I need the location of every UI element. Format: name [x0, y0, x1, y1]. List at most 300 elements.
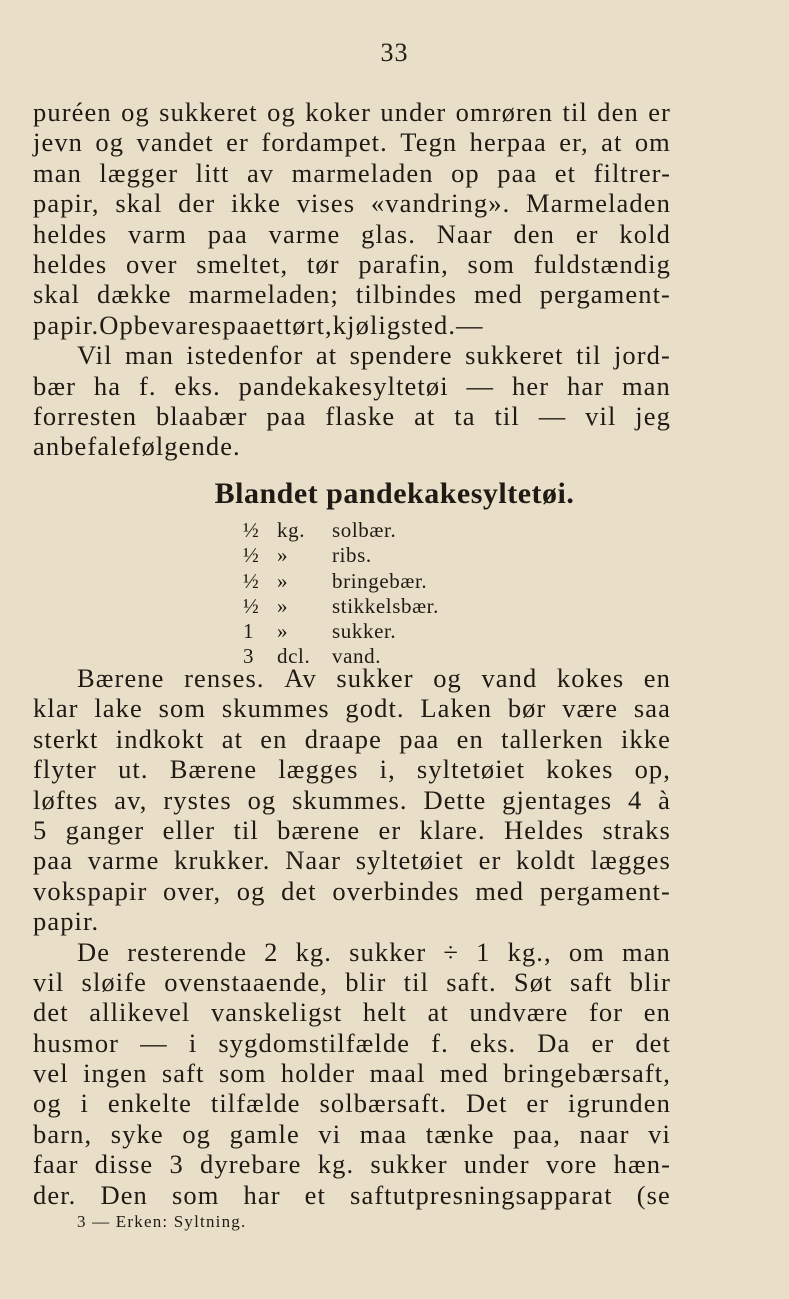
word: og [33, 1088, 62, 1119]
word: og [433, 663, 462, 693]
word: paa, [513, 1118, 561, 1149]
word: tænke [425, 1118, 495, 1149]
word: 3 [169, 1149, 184, 1180]
word: eks. [469, 1027, 517, 1058]
word: varm [128, 218, 187, 249]
word: blir [345, 966, 387, 997]
word: jeg [635, 400, 671, 431]
word: sukker [370, 1149, 448, 1180]
word: Naar [285, 845, 342, 876]
word: og [121, 97, 150, 127]
word: og [267, 97, 296, 127]
word: at [315, 340, 338, 371]
word: bør [507, 693, 547, 724]
word: De [77, 936, 111, 967]
word: enkelte [107, 1088, 193, 1119]
word: til [494, 400, 520, 431]
word: syke [110, 1118, 164, 1149]
word: der [178, 188, 216, 219]
word: papir. [33, 906, 100, 937]
word: kg., [507, 936, 552, 967]
word: dyrebare [200, 1149, 302, 1180]
word: ha [93, 370, 122, 401]
ingredient-unit: dcl. [277, 644, 311, 669]
word: et [554, 157, 577, 188]
ingredient-quantity: ½ [243, 568, 260, 593]
word: straks [602, 814, 671, 845]
word: sukkeret [159, 97, 258, 127]
word: som [467, 248, 515, 279]
word: til [233, 814, 259, 845]
word: lake [94, 693, 143, 724]
word: klar [33, 693, 79, 724]
word: anbefale [33, 431, 132, 462]
ingredient-unit: kg. [277, 518, 306, 542]
word: er [478, 845, 502, 876]
text-line [33, 1149, 671, 1179]
word: allikevel [89, 997, 191, 1028]
word: ta [454, 400, 476, 431]
text-line [33, 97, 671, 127]
text-line [33, 845, 671, 875]
ingredient-name: vand. [332, 644, 382, 669]
word: — [456, 309, 484, 340]
text-line [33, 754, 671, 784]
ingredient-list [243, 518, 439, 670]
word: er [648, 97, 671, 127]
ingredient-quantity: 1 [243, 619, 255, 644]
ingredient-row [243, 594, 439, 619]
word: i [188, 1027, 198, 1058]
word: syltetøiet [416, 754, 526, 785]
word: maa [359, 1118, 408, 1149]
paragraph-2 [33, 663, 671, 1210]
word: til [562, 97, 588, 127]
ingredient-name: ribs. [332, 543, 372, 568]
word: Dette [423, 784, 487, 815]
word: den [597, 97, 639, 127]
text-line [33, 693, 671, 723]
word: husmor [33, 1027, 120, 1058]
word: op, [634, 754, 671, 785]
ingredient-quantity: ½ [243, 543, 260, 568]
word: er [378, 814, 402, 845]
ingredient-quantity: ½ [243, 593, 260, 618]
text-line [33, 1119, 671, 1149]
word: en [260, 723, 288, 754]
word: saft. [446, 966, 497, 997]
word: i [80, 1088, 89, 1119]
word: f. [431, 1027, 449, 1058]
word: vi [318, 1118, 342, 1149]
text-line [33, 906, 671, 936]
word: om [634, 127, 671, 158]
word: Søt [513, 966, 553, 997]
word: krukker. [174, 845, 271, 876]
word: resterende [127, 936, 248, 967]
word: helt [362, 997, 407, 1028]
word: Det [465, 1088, 508, 1119]
word: at [601, 127, 623, 158]
word: for [588, 997, 624, 1028]
word: med [473, 279, 523, 310]
word: Opbevares [99, 309, 223, 340]
word: 5 [33, 814, 48, 845]
word: op [451, 157, 480, 188]
word: og [182, 1118, 212, 1149]
word: dække [96, 279, 172, 310]
word: kold [619, 218, 671, 249]
word: vokspapir [33, 875, 148, 906]
word: overbindes [332, 875, 460, 906]
word: en [643, 997, 671, 1028]
word: à [658, 784, 671, 815]
word: spendere [349, 340, 453, 371]
word: Av [284, 663, 317, 693]
word: man [33, 157, 82, 188]
word: over [126, 248, 178, 279]
ingredient-row [243, 543, 439, 568]
word: bær [33, 370, 77, 401]
word: litt [195, 157, 230, 188]
word: vi [648, 1118, 671, 1149]
word: kjølig [332, 309, 402, 340]
word: et [304, 1179, 326, 1210]
text-line [33, 371, 671, 401]
word: en [456, 723, 484, 754]
word: jevn [33, 127, 84, 158]
word: som [218, 1058, 267, 1089]
text-line [33, 249, 671, 279]
word: — [140, 1027, 168, 1058]
word: kg. [317, 1149, 355, 1180]
word: marmeladen [291, 157, 434, 188]
text-line [33, 724, 671, 754]
word: av [246, 157, 275, 188]
word: hæn- [613, 1149, 671, 1180]
word: paa [33, 845, 74, 876]
text-line [33, 431, 671, 461]
word: ikke [230, 188, 281, 219]
word: over, [163, 875, 222, 906]
word: saftutpresningsapparat [350, 1179, 613, 1210]
word: tørt, [283, 309, 333, 340]
word: gamle [229, 1118, 300, 1149]
word: man [621, 370, 671, 401]
word: ikke [620, 723, 671, 754]
word: (se [636, 1179, 671, 1210]
word: istedenfor [186, 340, 304, 371]
word: varme [268, 218, 341, 249]
ingredient-unit: » [277, 619, 289, 644]
word: av, [114, 784, 148, 815]
page-number: 33 [380, 38, 409, 67]
word: forresten [33, 400, 138, 431]
word: en [643, 663, 671, 693]
word: er, [559, 127, 589, 158]
word: 4 [627, 784, 643, 815]
ingredient-row [243, 569, 439, 594]
word: i, [379, 754, 396, 785]
text-line [33, 785, 671, 815]
word: paa [497, 157, 538, 188]
word: som [158, 693, 207, 724]
word: Naar [436, 218, 493, 249]
word: vil [585, 400, 617, 431]
text-line [33, 158, 671, 188]
word: koldt [516, 845, 577, 876]
word: til [576, 340, 602, 371]
word: godt. [345, 693, 405, 724]
word: solbærsaft. [319, 1088, 448, 1119]
word: vandet [136, 127, 214, 158]
word: undvære [469, 997, 569, 1028]
word: vises [296, 188, 356, 219]
word: Laken [420, 693, 493, 724]
word: papir. [33, 309, 100, 340]
word: tallerken [501, 723, 604, 754]
word: med [439, 1058, 489, 1089]
text-line [33, 876, 671, 906]
word: igrunden [567, 1088, 671, 1119]
word: lægges [278, 754, 359, 785]
word: holder [280, 1058, 356, 1089]
word: herpaa [469, 127, 547, 158]
ingredient-name: bringebær. [332, 568, 428, 593]
word: som [171, 1179, 220, 1210]
word: saft [569, 966, 613, 997]
word: eller [162, 814, 216, 845]
word: sted. [401, 309, 457, 340]
word: — [466, 370, 495, 401]
word: kokes [556, 663, 625, 693]
word: har [243, 1179, 281, 1210]
word: sløife [81, 966, 148, 997]
word: heldes [33, 248, 108, 279]
text-line [33, 310, 671, 340]
text-line [33, 219, 671, 249]
word: marmeladen; [188, 279, 339, 310]
word: sterkt [33, 723, 99, 754]
word: løftes [33, 784, 99, 815]
word: klare. [419, 814, 486, 845]
word: pergament- [539, 279, 671, 310]
word: være [562, 693, 619, 724]
text-line [33, 1058, 671, 1088]
word: kg. [295, 936, 333, 967]
word: paa [222, 309, 263, 340]
word: vore [545, 1149, 598, 1180]
word: og [95, 127, 125, 158]
word: Da [537, 1027, 571, 1058]
word: skal [33, 279, 81, 310]
word: er [591, 1027, 615, 1058]
word: barn, [33, 1118, 93, 1149]
word: «vandring». [370, 188, 511, 219]
word: ut. [118, 754, 149, 785]
text-line [33, 401, 671, 431]
word: parafin, [358, 248, 449, 279]
word: sukker [336, 663, 414, 693]
word: tilfælde [210, 1088, 301, 1119]
word: er [575, 218, 599, 249]
word: koker [305, 97, 372, 127]
word: sukker [349, 936, 427, 967]
word: og [236, 875, 266, 906]
word: man [621, 936, 671, 967]
word: tilbindes [355, 279, 458, 310]
word: 1 [476, 936, 491, 967]
word: jord- [613, 340, 671, 371]
word: ÷ [443, 936, 460, 967]
word: ingen [83, 1058, 148, 1089]
word: heldes [33, 218, 108, 249]
word: at [221, 723, 244, 754]
word: Heldes [504, 814, 585, 845]
word: saft [161, 1058, 205, 1089]
word: lægges [590, 845, 671, 876]
word: om [568, 936, 605, 967]
word: 2 [264, 936, 279, 967]
word: filtrer- [593, 157, 671, 188]
word: vil [33, 966, 65, 997]
ingredient-unit: » [277, 568, 289, 593]
word: Bærene [169, 754, 258, 785]
word: kokes [546, 754, 614, 785]
word: det [33, 997, 69, 1028]
word: — [538, 400, 567, 431]
word: man [125, 340, 174, 371]
word: eks. [174, 370, 221, 401]
text-line [33, 188, 671, 218]
text-line [33, 279, 671, 309]
word: indkokt [115, 723, 205, 754]
word: syltetøiet [355, 845, 464, 876]
word: omrøren [455, 97, 554, 127]
text-line [33, 663, 671, 693]
text-line [33, 1180, 671, 1210]
word: bringebærsaft, [503, 1058, 671, 1089]
word: der. [33, 1179, 77, 1210]
word: Bærene [77, 663, 165, 693]
word: skummes. [292, 784, 408, 815]
text-line [33, 127, 671, 157]
word: bærene [277, 814, 361, 845]
word: ganger [65, 814, 145, 845]
word: med [475, 875, 525, 906]
word: Den [100, 1179, 148, 1210]
word: skal [115, 188, 163, 219]
text-line [33, 340, 671, 370]
page-footer: 3 — Erken: Syltning. [77, 1212, 247, 1231]
word: et [262, 309, 284, 340]
word: Vil [77, 340, 113, 371]
word: sukkeret [465, 340, 564, 371]
word: flaske [325, 400, 396, 431]
text-line [33, 967, 671, 997]
word: Marmeladen [526, 188, 671, 219]
word: maal [369, 1058, 426, 1089]
ingredient-name: sukker. [332, 619, 397, 644]
word: ovenstaaende, [164, 966, 328, 997]
word: lægger [99, 157, 179, 188]
word: varme [87, 845, 160, 876]
word: under [380, 97, 447, 127]
recipe-title: Blandet pandekakesyltetøi. [214, 477, 575, 510]
word: det [281, 875, 317, 906]
word: disse [94, 1149, 154, 1180]
paragraph-1 [33, 97, 671, 462]
word: draape [304, 723, 382, 754]
word: Tegn [400, 127, 458, 158]
ingredient-quantity: ½ [243, 518, 260, 542]
word: glas. [361, 218, 416, 249]
ingredient-unit: » [277, 543, 289, 568]
word: vand [481, 663, 538, 693]
ingredient-row [243, 518, 439, 543]
word: papir, [33, 188, 100, 219]
word: paa [207, 218, 248, 249]
text-line [33, 937, 671, 967]
word: under [463, 1149, 530, 1180]
ingredient-name: solbær. [332, 518, 397, 542]
word: har [566, 370, 605, 401]
word: skummes [221, 693, 330, 724]
word: blir [629, 966, 671, 997]
word: det [635, 1027, 671, 1058]
text-line [33, 815, 671, 845]
word: naar [579, 1118, 630, 1149]
word: pergament- [539, 875, 671, 906]
ingredient-row [243, 619, 439, 644]
word: paa [266, 400, 307, 431]
word: sygdomstilfælde [218, 1027, 411, 1058]
word: pandekakesyltetøi [238, 370, 449, 401]
word: her [512, 370, 550, 401]
word: tør [306, 248, 340, 279]
word: er [226, 127, 249, 158]
word: renses. [184, 663, 265, 693]
text-line [33, 1088, 671, 1118]
ingredient-name: stikkelsbær. [332, 593, 439, 618]
word: blaabær [155, 400, 248, 431]
word: faar [33, 1149, 79, 1180]
word: saa [633, 693, 671, 724]
word: paa [399, 723, 440, 754]
word: rystes [163, 784, 232, 815]
word: og [247, 784, 277, 815]
word: fordampet. [261, 127, 388, 158]
word: at [414, 400, 436, 431]
text-line [33, 1028, 671, 1058]
word: flyter [33, 754, 97, 785]
word: følgende. [131, 431, 241, 462]
word: at [427, 997, 449, 1028]
word: puréen [33, 97, 112, 127]
word: til [403, 966, 430, 997]
word: vanskeligst [210, 997, 343, 1028]
word: er [526, 1088, 550, 1119]
word: f. [138, 370, 157, 401]
word: vel [33, 1058, 69, 1089]
word: smeltet, [196, 248, 289, 279]
ingredient-unit: » [277, 593, 289, 618]
word: gjentages [502, 784, 613, 815]
word: den [513, 218, 556, 249]
word: fuldstændig [533, 248, 671, 279]
ingredient-quantity: 3 [243, 644, 255, 669]
text-line [33, 997, 671, 1027]
